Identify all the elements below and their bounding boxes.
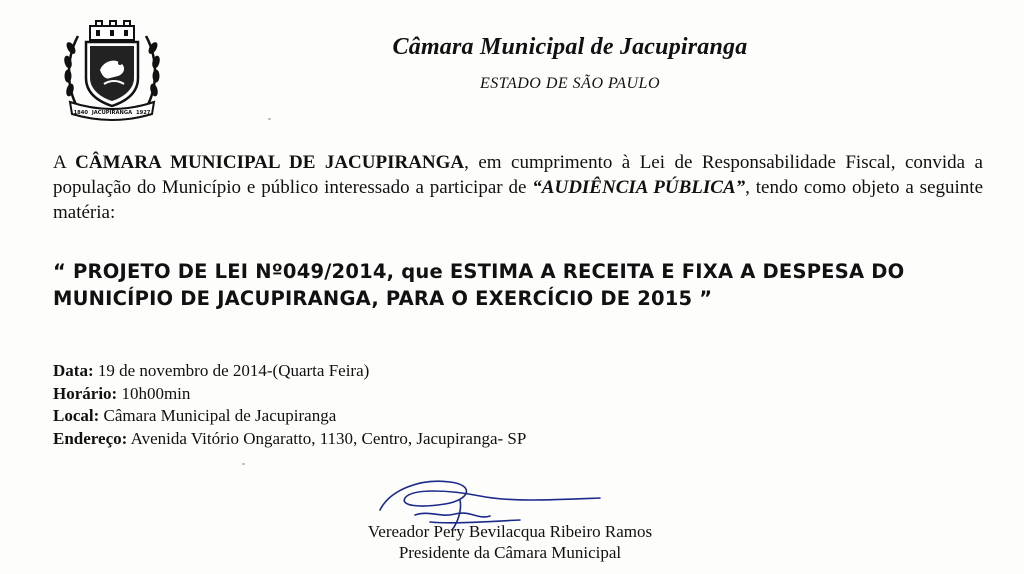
- signatory-name: Vereador Pery Bevilacqua Ribeiro Ramos: [367, 522, 653, 541]
- bill-title: [53, 258, 993, 312]
- event-details: [53, 360, 753, 450]
- municipal-coat-of-arms-icon: [60, 18, 164, 122]
- detail-date: [53, 360, 753, 383]
- intro-end: , tendo como objeto a seguinte matéria:: [53, 177, 983, 223]
- scan-speck: [242, 463, 245, 465]
- scan-speck: [268, 118, 271, 120]
- intro-middle: , em cumprimento à Lei de Responsabilidade Fiscal, convida a população do Município e público interessado a participar de: [53, 152, 983, 198]
- bill-title-line-1: “ PROJETO DE LEI Nº049/2014, que ESTIMA A RECEITA E FIXA A DESPESA DO: [53, 260, 905, 283]
- svg-text:1840 JACUPIRANGA 1927: [74, 110, 151, 116]
- detail-value: 19 de novembro de 2014-(Quarta Feira): [93, 361, 370, 380]
- signatory-role: Presidente da Câmara Municipal: [398, 543, 622, 562]
- crest-year-right: 1927: [135, 110, 151, 116]
- detail-label: Horário:: [53, 383, 118, 403]
- page-subtitle: ESTADO DE SÃO PAULO: [479, 75, 660, 92]
- intro-start: A: [53, 152, 76, 173]
- detail-value: Avenida Vitório Ongaratto, 1130, Centro, Jacupiranga- SP: [127, 428, 527, 448]
- page-title: Câmara Municipal de Jacupiranga: [392, 34, 748, 60]
- detail-address: [53, 428, 753, 451]
- institution-name: CÂMARA MUNICIPAL DE JACUPIRANGA: [75, 152, 465, 173]
- crest-banner-text: JACUPIRANGA: [91, 110, 133, 116]
- detail-location: [53, 405, 753, 428]
- detail-value: 10h00min: [117, 383, 191, 403]
- invitation-paragraph: [53, 150, 983, 225]
- detail-value: Câmara Municipal de Jacupiranga: [99, 406, 337, 425]
- crest-year-left: 1840: [73, 110, 89, 116]
- detail-time: [53, 383, 753, 406]
- bill-title-line-2: MUNICÍPIO DE JACUPIRANGA, PARA O EXERCÍCIO DE 2015 ”: [53, 287, 713, 310]
- detail-label: Endereço:: [53, 428, 128, 448]
- event-name: “AUDIÊNCIA PÚBLICA”: [532, 177, 746, 198]
- detail-label: Local:: [53, 406, 100, 425]
- detail-label: Data:: [53, 361, 94, 380]
